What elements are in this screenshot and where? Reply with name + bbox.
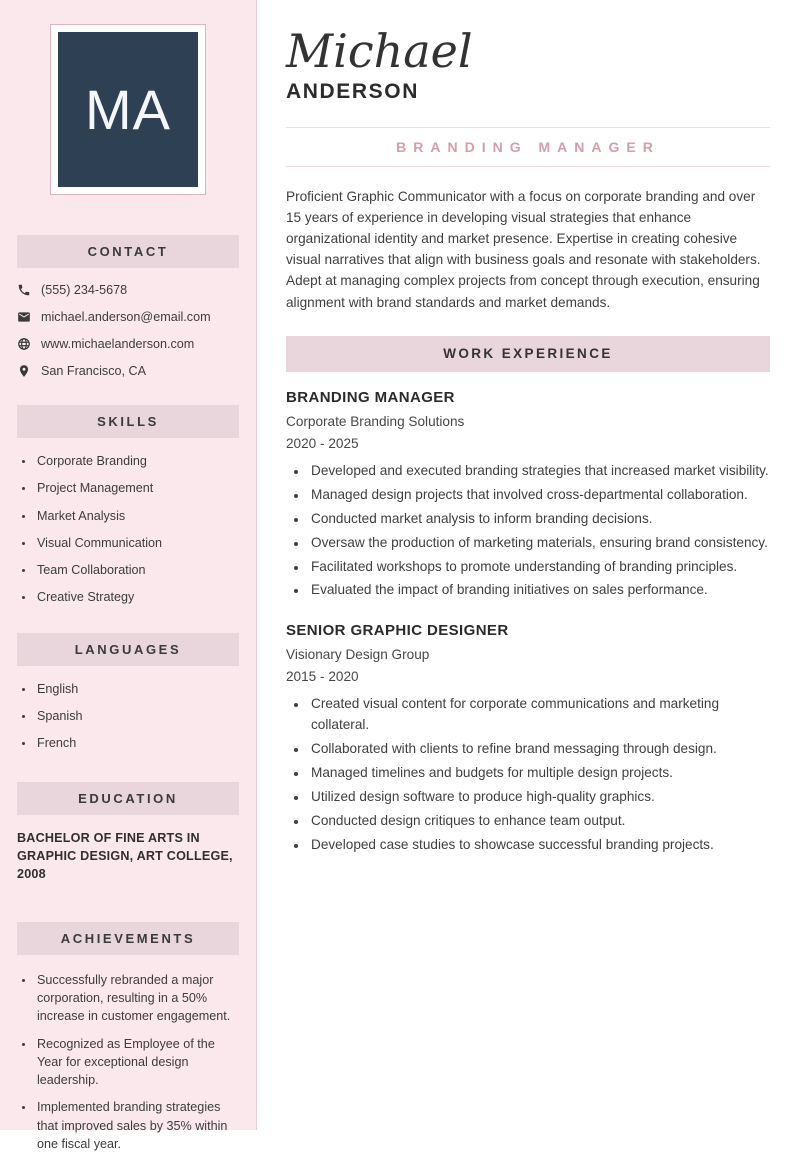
contact-item-website: [17, 337, 239, 351]
professional-summary: Proficient Graphic Communicator with a focus on corporate branding and over 15 years of experience in developing visual strategies that enhance organizational identity and market presence. Expertise in creating cohesive visual narratives that align with business goals and resonate with stakeholders. Adept at managing complex projects from concept through execution, ensuring alignment with brand standards and market demands.: [286, 188, 761, 310]
skills-list: [35, 452, 239, 607]
phone-icon: [17, 283, 31, 297]
languages-section-heading: LANGUAGES: [17, 633, 239, 666]
contact-list: [17, 283, 239, 378]
location-icon: [17, 364, 31, 378]
skill-item: • Corporate Branding: [35, 452, 239, 470]
experience-bullet: • Developed case studies to showcase successful branding projects.: [308, 835, 770, 856]
experience-bullet: • Conducted design critiques to enhance team output.: [308, 811, 770, 832]
education-degree: BACHELOR OF FINE ARTS IN GRAPHIC DESIGN, ART COLLEGE, 2008: [17, 831, 233, 881]
experience-bullet: • Collaborated with clients to refine brand messaging through design.: [308, 739, 770, 760]
contact-email-text: michael.anderson@email.com: [41, 310, 211, 324]
language-item: • English: [35, 680, 239, 698]
last-name: ANDERSON: [286, 79, 419, 103]
experience-bullet: • Utilized design software to produce high-quality graphics.: [308, 787, 770, 808]
contact-item-email: [17, 310, 239, 324]
resume-main: [257, 0, 800, 1130]
contact-phone-text: (555) 234-5678: [41, 283, 128, 297]
contact-location-text: San Francisco, CA: [41, 364, 146, 378]
achievements-section-heading: ACHIEVEMENTS: [17, 922, 239, 955]
skill-item: • Team Collaboration: [35, 561, 239, 579]
sidebar: [0, 0, 257, 1151]
skill-item: • Visual Communication: [35, 534, 239, 552]
job-title-banner: BRANDING MANAGER: [286, 127, 770, 167]
skill-item: • Creative Strategy: [35, 588, 239, 606]
work-experience-heading: WORK EXPERIENCE: [286, 336, 770, 372]
language-item: • French: [35, 734, 239, 752]
experience-bullet: • Developed and executed branding strategies that increased market visibility.: [308, 461, 770, 482]
globe-icon: [17, 337, 31, 351]
experience-bullet: • Managed design projects that involved cross-departmental collaboration.: [308, 485, 770, 506]
job-dates: 2020 - 2025: [286, 435, 359, 451]
achievement-item: • Successfully rebranded a major corporation, resulting in a 50% increase in customer engagement.: [35, 971, 239, 1026]
achievement-item: • Implemented branding strategies that improved sales by 35% within one fiscal year.: [35, 1098, 239, 1153]
contact-website-text: www.michaelanderson.com: [41, 337, 195, 351]
experience-bullet: • Created visual content for corporate communications and marketing collateral.: [308, 694, 770, 736]
contact-item-location: [17, 364, 239, 378]
contact-section-heading: CONTACT: [17, 235, 239, 268]
skills-section-heading: SKILLS: [17, 405, 239, 438]
experience-bullet: • Oversaw the production of marketing materials, ensuring brand consistency.: [308, 533, 770, 554]
skill-item: • Project Management: [35, 479, 239, 497]
job-bullet-list: [308, 461, 770, 602]
first-name: Michael: [286, 24, 473, 78]
avatar-frame: [50, 24, 206, 195]
job-title: BRANDING MANAGER: [286, 388, 455, 406]
job-title: SENIOR GRAPHIC DESIGNER: [286, 622, 509, 640]
experience-entry: [286, 389, 770, 602]
experience-bullet: • Managed timelines and budgets for multiple design projects.: [308, 763, 770, 784]
skill-item: • Market Analysis: [35, 507, 239, 525]
job-dates: 2015 - 2020: [286, 669, 359, 685]
achievement-item: • Recognized as Employee of the Year for exceptional design leadership.: [35, 1035, 239, 1090]
achievements-list: [35, 971, 239, 1153]
language-item: • Spanish: [35, 707, 239, 725]
job-bullet-list: [308, 694, 770, 855]
mail-icon: [17, 310, 31, 324]
languages-list: [35, 680, 239, 753]
experience-entry: [286, 622, 770, 855]
experience-bullet: • Evaluated the impact of branding initiatives on sales performance.: [308, 580, 770, 601]
experience-bullet: • Facilitated workshops to promote understanding of branding principles.: [308, 557, 770, 578]
avatar: MA: [58, 32, 198, 187]
job-company: Corporate Branding Solutions: [286, 413, 465, 429]
job-company: Visionary Design Group: [286, 647, 430, 663]
education-section-heading: EDUCATION: [17, 782, 239, 815]
contact-item-phone: [17, 283, 239, 297]
experience-bullet: • Conducted market analysis to inform branding decisions.: [308, 509, 770, 530]
